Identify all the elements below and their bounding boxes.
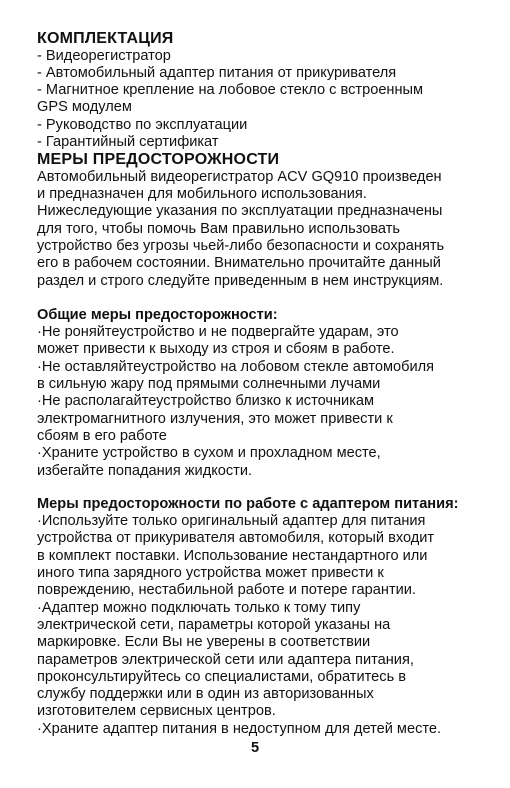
general-line: электромагнитного излучения, это может привести к [37, 410, 393, 427]
adapter-line: службу поддержки или в один из авторизованных [37, 686, 374, 703]
intro-line: его в рабочем состоянии. Внимательно прочитайте данный [37, 255, 441, 272]
kit-item: - Руководство по эксплуатации [37, 116, 248, 133]
adapter-line: параметров электрической сети или адаптера питания, [37, 651, 414, 668]
general-line: избегайте попадания жидкости. [37, 462, 253, 479]
intro-line: раздел и строго следуйте приведенным в нем инструкциям. [37, 272, 444, 289]
general-line: сбоям в его работе [37, 427, 167, 444]
intro-line: Автомобильный видеорегистратор ACV GQ910 произведен [37, 168, 442, 185]
adapter-line: проконсультируйтесь со специалистами, обратитесь в [37, 668, 406, 685]
adapter-line: повреждению, нестабильной работе и потере гарантии. [37, 582, 416, 599]
adapter-line: ·Адаптер можно подключать только к тому типу [37, 599, 361, 616]
adapter-line: иного типа зарядного устройства может привести к [37, 565, 384, 582]
heading-adapter: Меры предосторожности по работе с адаптером питания: [37, 495, 459, 512]
general-line: ·Храните устройство в сухом и прохладном месте, [37, 445, 381, 462]
intro-line: для того, чтобы помочь Вам правильно использовать [37, 220, 401, 237]
adapter-line: маркировке. Если Вы не уверены в соответствии [37, 634, 371, 651]
adapter-line: устройства от прикуривателя автомобиля, который входит [37, 530, 435, 547]
general-line: ·Не располагайтеустройство близко к источникам [37, 393, 375, 410]
heading-komplektaciya: КОМПЛЕКТАЦИЯ [37, 30, 174, 47]
kit-item: GPS модулем [37, 99, 132, 116]
general-line: может привести к выходу из строя и сбоям в работе. [37, 341, 395, 358]
heading-mery: МЕРЫ ПРЕДОСТОРОЖНОСТИ [37, 151, 280, 169]
intro-line: Нижеследующие указания по эксплуатации предназначены [37, 203, 443, 220]
adapter-line: электрической сети, параметры которой указаны на [37, 616, 391, 633]
adapter-line: изготовителем сервисных центров. [37, 703, 276, 720]
intro-line: и предназначен для мобильного использования. [37, 186, 367, 203]
kit-item: - Гарантийный сертификат [37, 133, 219, 150]
page-content [37, 30, 487, 738]
adapter-line: в комплект поставки. Использование нестандартного или [37, 547, 428, 564]
adapter-line: ·Используйте только оригинальный адаптер для питания [37, 513, 426, 530]
general-line: в сильную жару под прямыми солнечными лучами [37, 376, 381, 393]
heading-obshchie: Общие меры предосторожности: [37, 306, 278, 323]
kit-item: - Магнитное крепление на лобовое стекло с встроенным [37, 82, 424, 99]
kit-item: - Автомобильный адаптер питания от прикуривателя [37, 64, 397, 81]
general-line: ·Не оставляйтеустройство на лобовом стекле автомобиля [37, 358, 435, 375]
section-spacer [37, 480, 487, 496]
general-line: ·Не роняйтеустройство и не подвергайте ударам, это [37, 324, 399, 341]
section-spacer [37, 290, 487, 307]
adapter-line: ·Храните адаптер питания в недоступном для детей месте. [37, 720, 442, 737]
intro-line: устройство без угрозы чьей-либо безопасности и сохранять [37, 237, 445, 254]
kit-item: - Видеорегистратор [37, 47, 171, 64]
page-number: 5 [250, 740, 260, 756]
